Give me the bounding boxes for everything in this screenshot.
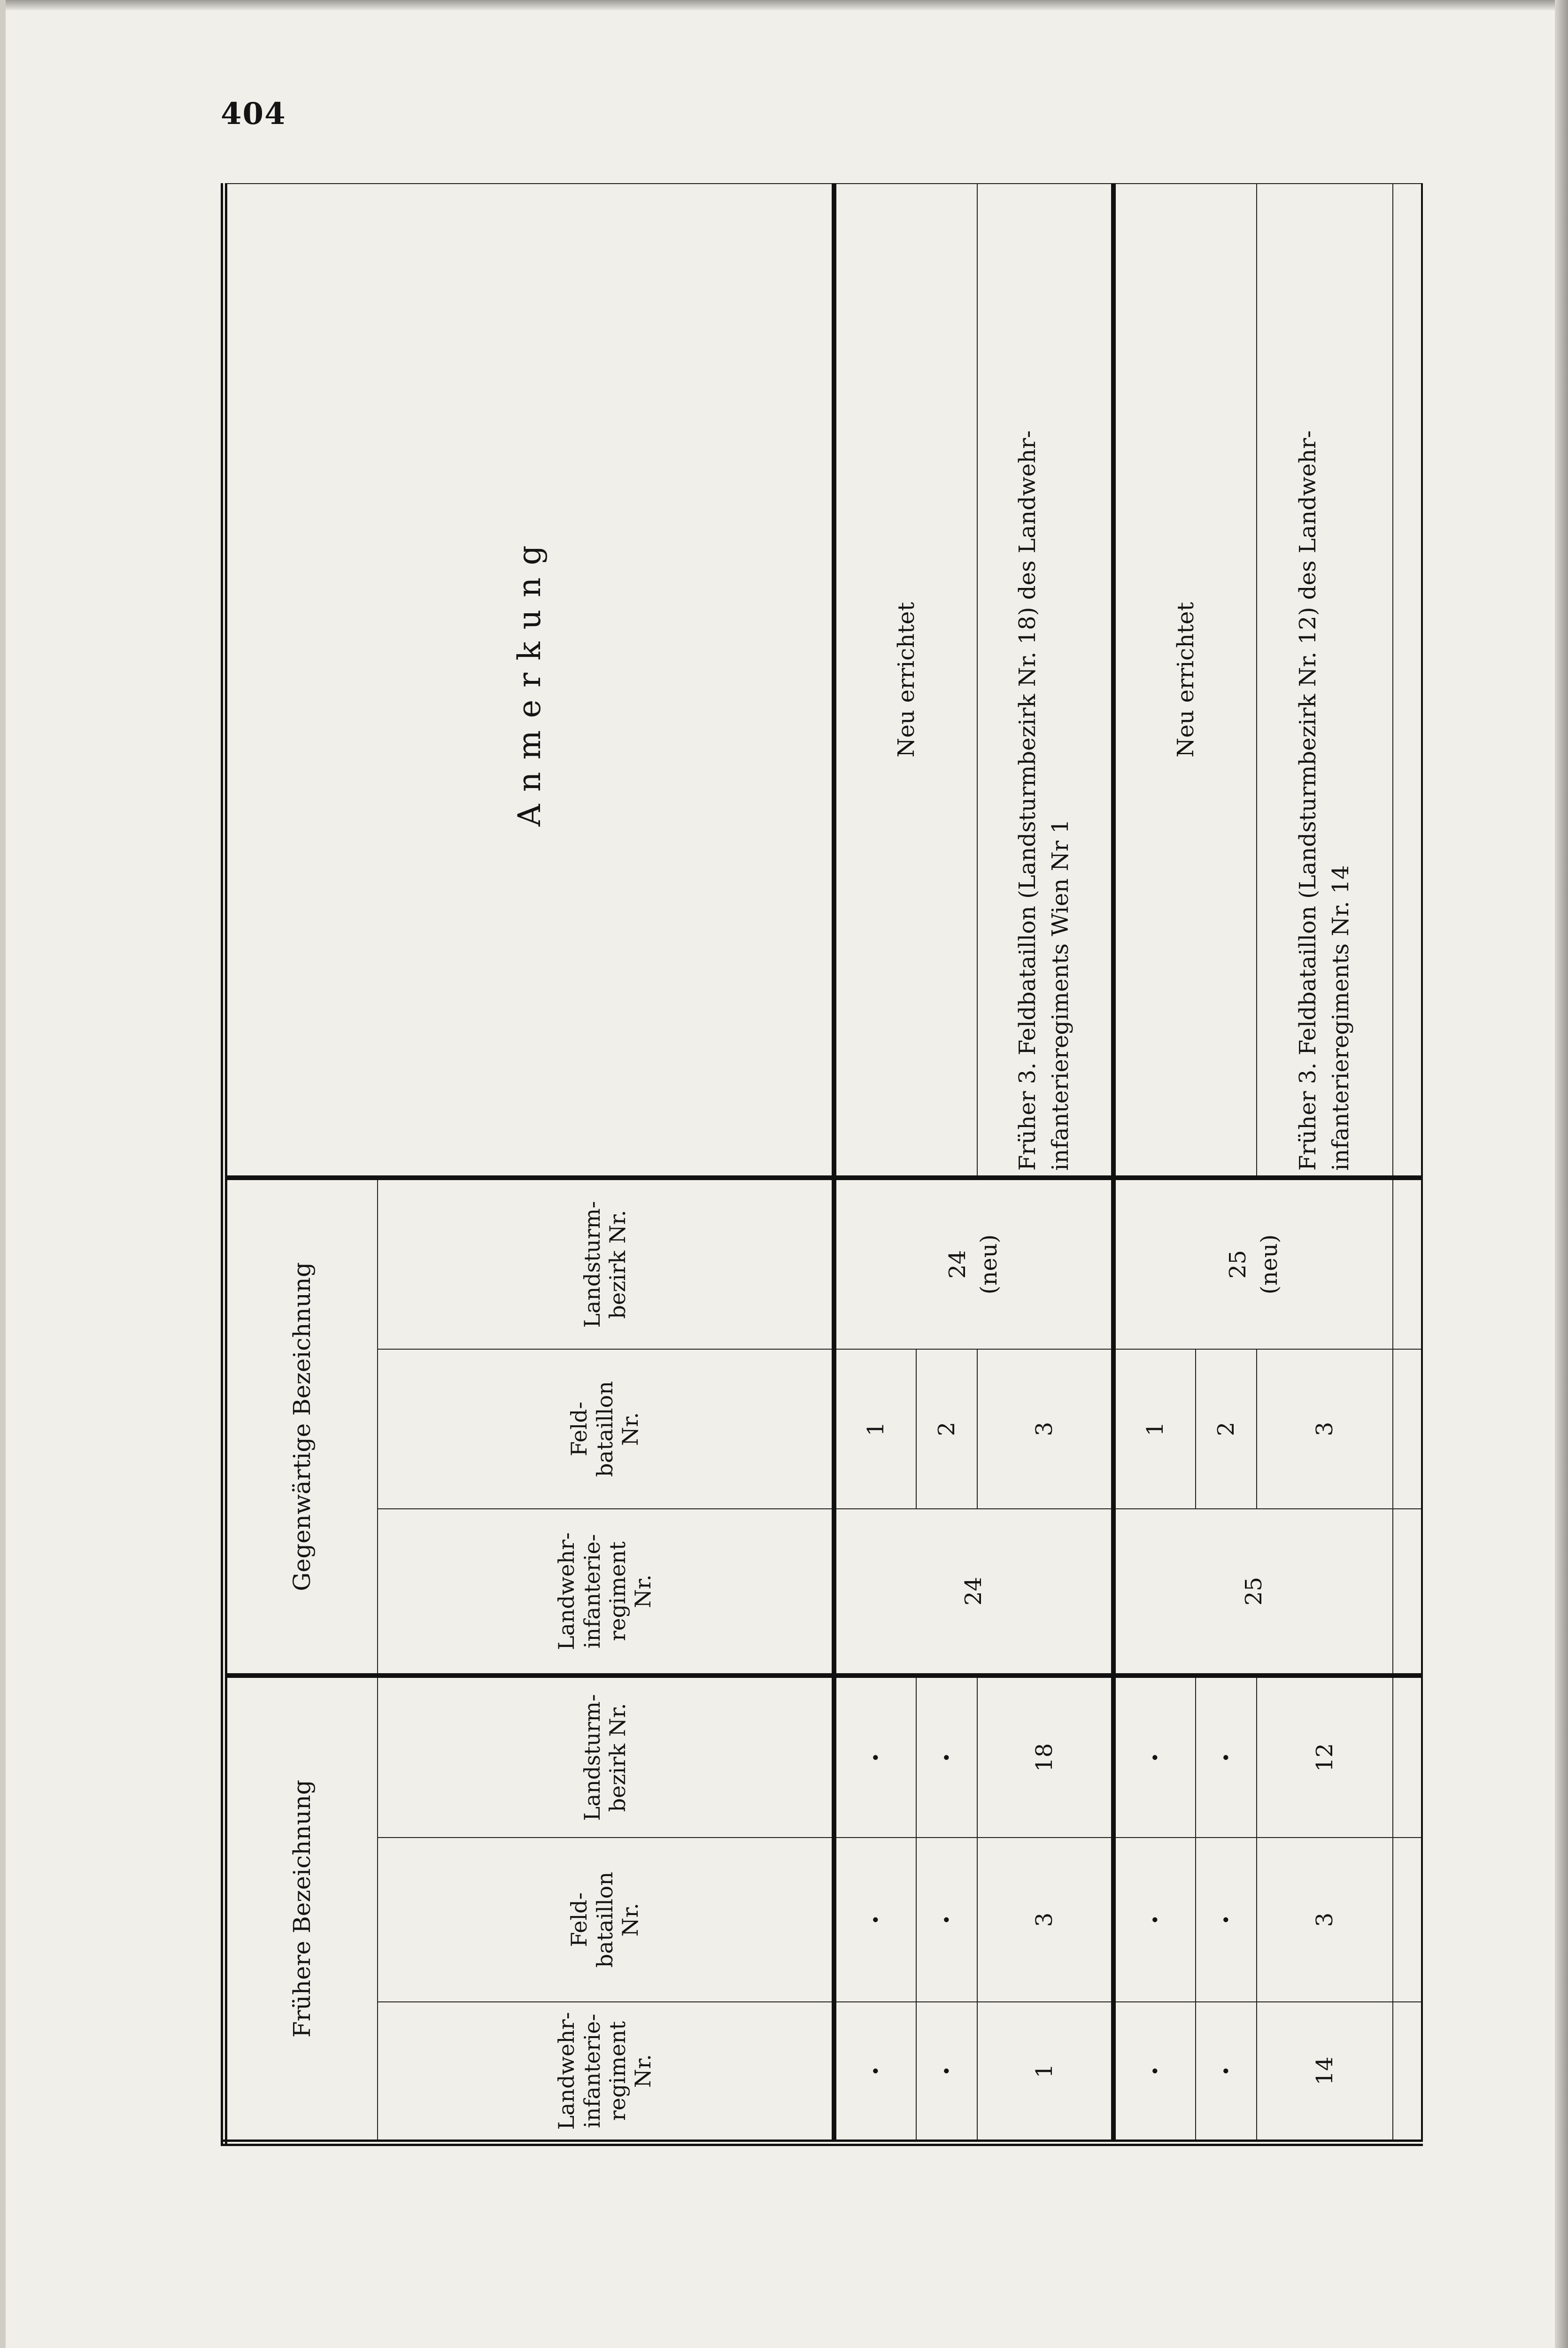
table-row — [834, 184, 916, 2143]
landsturm-new-note: (neu) — [1256, 1234, 1283, 1295]
landsturm-number: 25 — [1225, 1250, 1251, 1279]
table-row — [1113, 184, 1196, 2143]
former-regiment-cell: 1 — [977, 2002, 1113, 2143]
landsturm-new-note: (neu) — [976, 1234, 1003, 1295]
former-battalion-header: Feld- bataillon Nr. — [378, 1838, 834, 2002]
group-current-header: Gegenwärtige Bezeichnung — [224, 1178, 378, 1676]
current-battalion-cell: 3 — [977, 1349, 1113, 1509]
former-regiment-header: Landwehr- infanterie- regiment Nr. — [378, 2002, 834, 2143]
former-battalion-cell: · — [834, 1838, 916, 2002]
remark-cell: Früher 3. Feldbataillon (Landsturmbezirk Nr. 12) des Landwehr- infanterieregiments Nr. 14 — [1257, 184, 1393, 1178]
former-battalion-cell: · — [1113, 1838, 1196, 2002]
former-battalion-cell: · — [1196, 1838, 1257, 2002]
designation-table — [221, 183, 1423, 2146]
empty-cell — [1393, 1178, 1422, 1349]
current-battalion-cell: 2 — [916, 1349, 977, 1509]
header-group-row — [224, 184, 378, 2143]
empty-cell — [1393, 1509, 1422, 1676]
former-landsturm-cell: 18 — [977, 1676, 1113, 1838]
table-row — [1257, 184, 1393, 2143]
remark-cell: Neu errichtet — [1113, 184, 1257, 1178]
current-landsturm-cell — [1113, 1178, 1393, 1349]
former-landsturm-cell: · — [1196, 1676, 1257, 1838]
group-former-header: Frühere Bezeichnung — [224, 1676, 378, 2143]
page-edge-right — [1555, 0, 1568, 2348]
current-landsturm-header: Landsturm- bezirk Nr. — [378, 1178, 834, 1349]
current-regiment-cell: 25 — [1113, 1509, 1393, 1676]
former-landsturm-cell: · — [916, 1676, 977, 1838]
remark-header: Anmerkung — [224, 184, 834, 1178]
former-regiment-cell: · — [834, 2002, 916, 2143]
current-battalion-header: Feld- bataillon Nr. — [378, 1349, 834, 1509]
current-regiment-cell: 24 — [834, 1509, 1113, 1676]
former-regiment-cell: · — [1113, 2002, 1196, 2143]
former-landsturm-cell: · — [834, 1676, 916, 1838]
former-battalion-cell: 3 — [977, 1838, 1113, 2002]
current-landsturm-cell — [834, 1178, 1113, 1349]
rotated-table-container — [221, 183, 1423, 2146]
former-landsturm-cell: · — [1113, 1676, 1196, 1838]
current-regiment-header: Landwehr- infanterie- regiment Nr. — [378, 1509, 834, 1676]
table-row — [977, 184, 1113, 2143]
remark-cell: Neu errichtet — [834, 184, 977, 1178]
empty-cell — [1393, 1349, 1422, 1509]
empty-cell — [1393, 1838, 1422, 2002]
empty-cell — [1393, 1676, 1422, 1838]
former-regiment-cell: 14 — [1257, 2002, 1393, 2143]
page-number: 404 — [221, 96, 286, 131]
former-regiment-cell: · — [1196, 2002, 1257, 2143]
former-landsturm-header: Landsturm- bezirk Nr. — [378, 1676, 834, 1838]
remark-cell: Früher 3. Feldbataillon (Landsturmbezirk Nr. 18) des Landwehr- infanterieregiments Wien Nr 1 — [977, 184, 1113, 1178]
page-edge-left — [0, 0, 6, 2348]
page-edge-top — [0, 0, 1568, 10]
former-battalion-cell: · — [916, 1838, 977, 2002]
current-battalion-cell: 1 — [834, 1349, 916, 1509]
current-battalion-cell: 3 — [1257, 1349, 1393, 1509]
current-battalion-cell: 2 — [1196, 1349, 1257, 1509]
landsturm-number: 24 — [944, 1250, 971, 1279]
former-regiment-cell: · — [916, 2002, 977, 2143]
empty-cell — [1393, 2002, 1422, 2143]
table-row-empty — [1393, 184, 1422, 2143]
empty-cell — [1393, 184, 1422, 1178]
current-battalion-cell: 1 — [1113, 1349, 1196, 1509]
former-landsturm-cell: 12 — [1257, 1676, 1393, 1838]
former-battalion-cell: 3 — [1257, 1838, 1393, 2002]
